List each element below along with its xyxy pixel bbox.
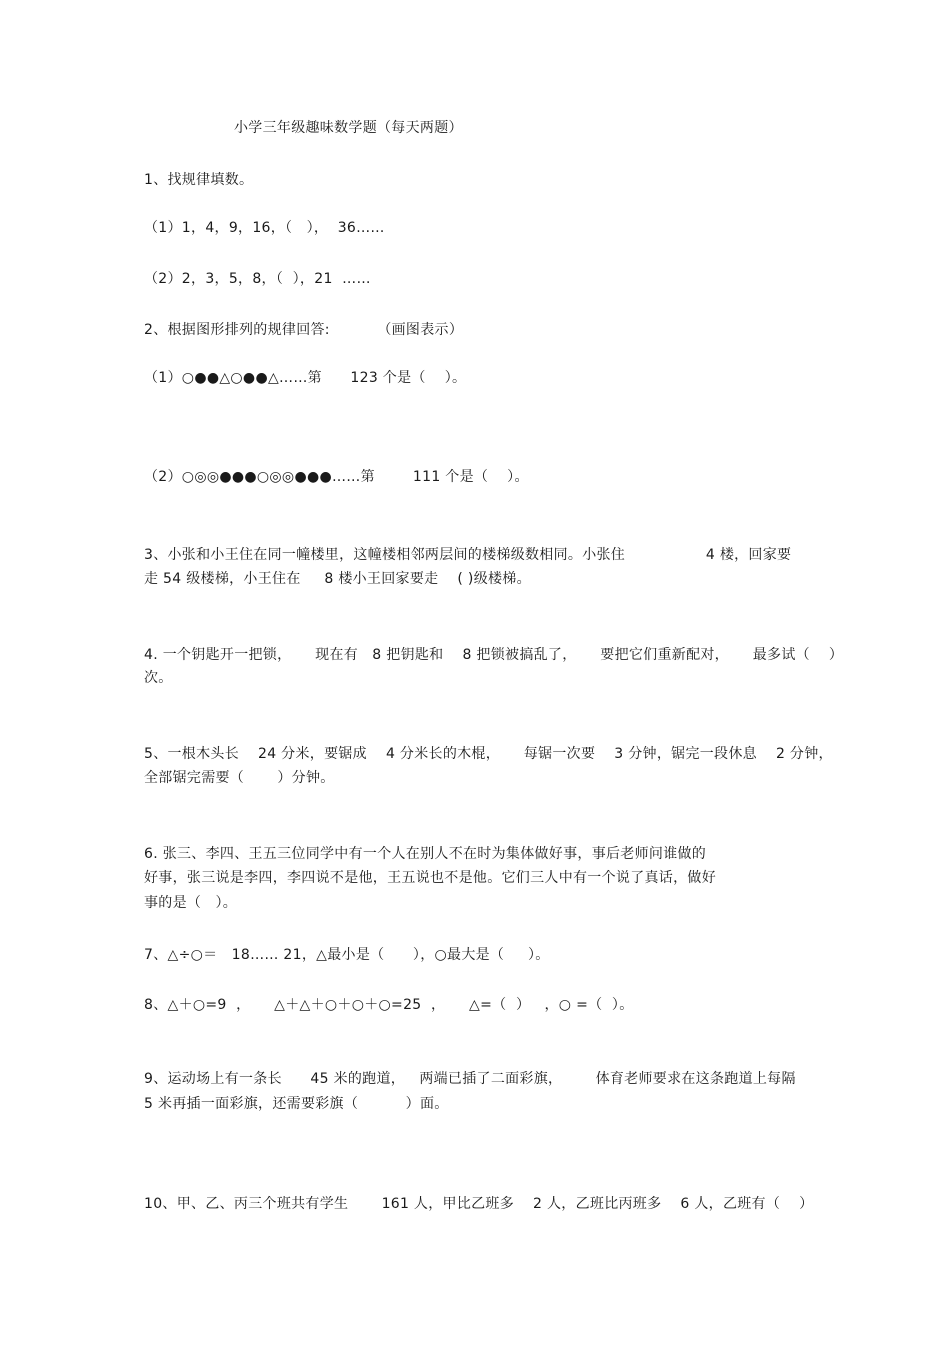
question-9-line-1: 9、运动场上有一条长 45 米的跑道， 两端已插了二面彩旗， 体育老师要求在这条跑道上每隔 — [144, 1071, 796, 1087]
question-1-part-1: （1）1，4，9，16，（ ）， 36…… — [144, 220, 385, 236]
question-8-line-1: 8、△＋○=9 ， △＋△＋○＋○＋○=25 ， △=（ ） ，○ =（ ）。 — [144, 997, 634, 1013]
question-1-stem: 1、找规律填数。 — [144, 172, 254, 188]
question-10-line-1: 10、甲、乙、丙三个班共有学生 161 人，甲比乙班多 2 人，乙班比丙班多 6 人，乙班有（ ） — [144, 1196, 814, 1212]
question-2-part-1: （1）○●●△○●●△……第 123 个是（ ）。 — [144, 370, 467, 386]
question-2-stem: 2、根据图形排列的规律回答: （画图表示） — [144, 322, 464, 338]
question-6-line-3: 事的是（ ）。 — [144, 895, 238, 911]
question-6-line-2: 好事，张三说是李四，李四说不是他，王五说也不是他。它们三人中有一个说了真话，做好 — [144, 870, 716, 886]
question-7-line-1: 7、△÷○＝ 18…… 21，△最小是（ ），○最大是（ ）。 — [144, 947, 550, 963]
question-5-line-2: 全部锯完需要（ ）分钟。 — [144, 770, 335, 786]
question-5-line-1: 5、一根木头长 24 分米，要锯成 4 分米长的木棍， 每锯一次要 3 分钟，锯完一段休息 2 分钟， — [144, 746, 833, 762]
question-3-line-2: 走 54 级楼梯，小王住在 8 楼小王回家要走 ( )级楼梯。 — [144, 571, 531, 587]
page-title: 小学三年级趣味数学题（每天两题） — [234, 120, 463, 136]
question-6-line-1: 6. 张三、李四、王五三位同学中有一个人在别人不在时为集体做好事，事后老师问谁做的 — [144, 846, 707, 862]
question-3-line-1: 3、小张和小王住在同一幢楼里，这幢楼相邻两层间的楼梯级数相同。小张住 4 楼，回家要 — [144, 547, 792, 563]
question-4-line-2: 次。 — [144, 670, 173, 686]
question-9-line-2: 5 米再插一面彩旗，还需要彩旗（ ）面。 — [144, 1096, 449, 1112]
question-2-part-2: （2）○◎◎●●●○◎◎●●●……第 111 个是（ ）。 — [144, 469, 529, 485]
question-1-part-2: （2）2，3，5，8，（ ），21 …… — [144, 271, 371, 287]
question-4-line-1: 4. 一个钥匙开一把锁， 现在有 8 把钥匙和 8 把锁被搞乱了， 要把它们重新配对， 最多试（ ） — [144, 647, 844, 663]
